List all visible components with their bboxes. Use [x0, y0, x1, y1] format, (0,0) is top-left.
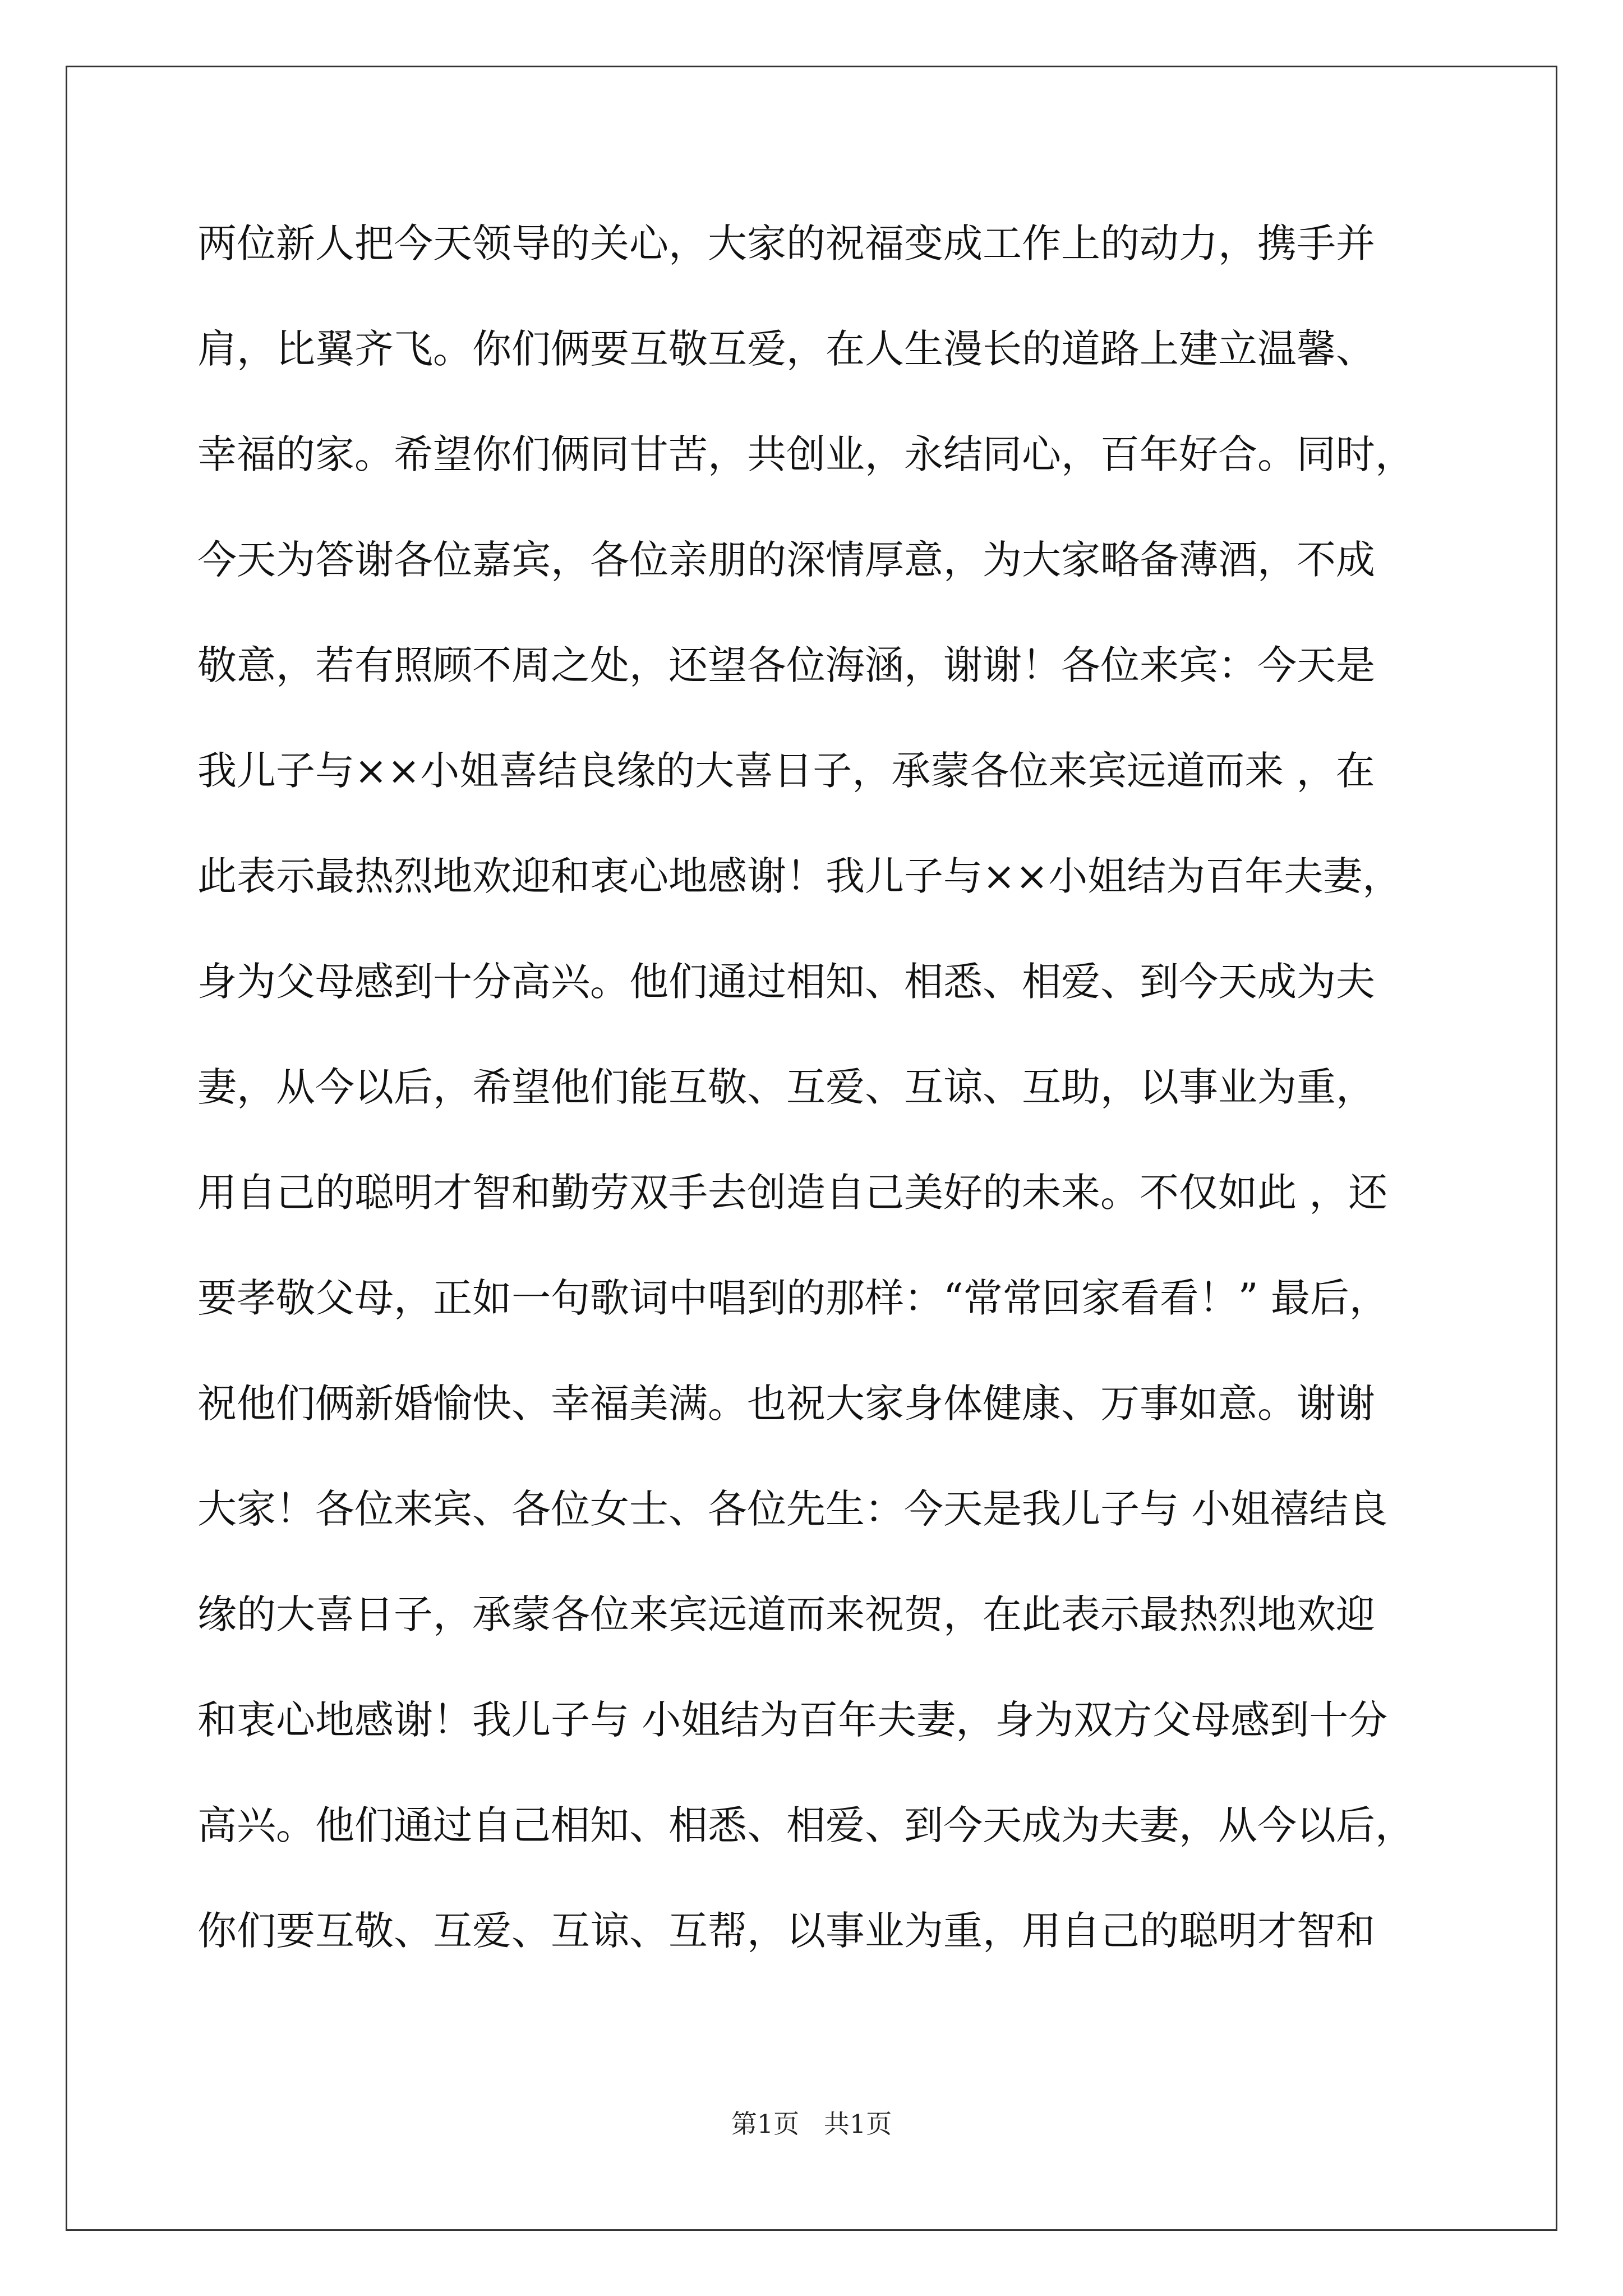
body-line: 两位新人把今天领导的关心，大家的祝福变成工作上的动力，携手并 [197, 220, 1375, 266]
body-line: 今天为答谢各位嘉宾，各位亲朋的深情厚意，为大家略备薄酒，不成 [197, 537, 1375, 583]
body-line: 大家！各位来宾、各位女士、各位先生：今天是我儿子与 小姐禧结良 [197, 1486, 1388, 1532]
body-line: 妻，从今以后，希望他们能互敬、互爱、互谅、互助，以事业为重， [197, 1064, 1375, 1110]
body-text [197, 213, 1431, 2006]
body-line: 你们要互敬、互爱、互谅、互帮，以事业为重，用自己的聪明才智和 [197, 1908, 1375, 1954]
body-line: 敬意，若有照顾不周之处，还望各位海涵，谢谢！各位来宾：今天是 [197, 642, 1375, 688]
body-line: 祝他们俩新婚愉快、幸福美满。也祝大家身体健康、万事如意。谢谢 [197, 1381, 1375, 1427]
body-line: 和衷心地感谢！我儿子与 小姐结为百年夫妻，身为双方父母感到十分 [197, 1697, 1388, 1743]
body-line: 用自己的聪明才智和勤劳双手去创造自己美好的未来。不仅如此 ，还 [197, 1170, 1388, 1216]
body-line: 我儿子与××小姐喜结良缘的大喜日子，承蒙各位来宾远道而来 ，在 [197, 748, 1375, 794]
body-line: 高兴。他们通过自己相知、相悉、相爱、到今天成为夫妻，从今以后， [197, 1802, 1414, 1848]
body-line: 缘的大喜日子，承蒙各位来宾远道而来祝贺，在此表示最热烈地欢迎 [197, 1591, 1375, 1637]
body-line: 此表示最热烈地欢迎和衷心地感谢！我儿子与××小姐结为百年夫妻， [197, 853, 1402, 899]
body-line: 幸福的家。希望你们俩同甘苦，共创业，永结同心，百年好合。同时， [197, 431, 1414, 477]
body-line: 要孝敬父母，正如一句歌词中唱到的那样：“常常回家看看！” 最后， [197, 1275, 1389, 1321]
body-line: 身为父母感到十分高兴。他们通过相知、相悉、相爱、到今天成为夫 [197, 959, 1375, 1005]
body-line: 肩，比翼齐飞。你们俩要互敬互爱，在人生漫长的道路上建立温馨、 [197, 326, 1375, 372]
page-footer: 第1页 共1页 [731, 2109, 892, 2139]
